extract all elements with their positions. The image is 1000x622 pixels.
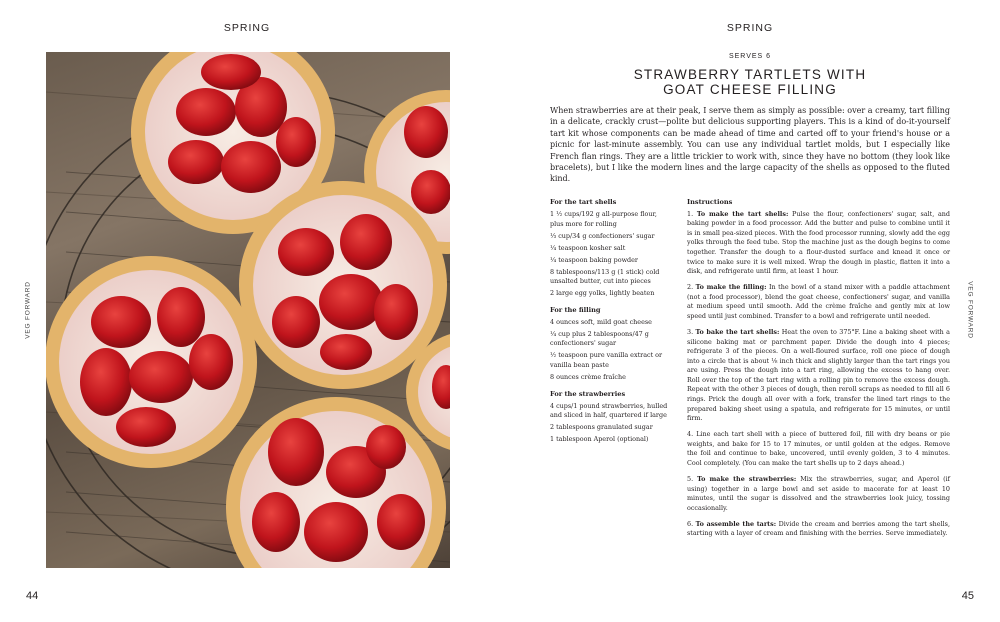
step-text: Pulse the flour, confectioners' sugar, salt, and baking powder in a food processor. Add the butter and pulse to combine until it is in small pea-sized pieces. With the food processor running, slowly add the egg yolks through the feed tube. Stop the machine just as the dough begins to come together. Transfer the dough to a flour-dusted surface and knead it once or twice to make sure it is well mixed. Wrap the dough in plastic, flatten it into a disk, and refrigerate until firm, at least 1 hour. [687, 209, 950, 276]
instruction-step [687, 210, 950, 277]
ingredient-item: 2 large egg yolks, lightly beaten [550, 289, 655, 298]
step-number: 1. [687, 209, 694, 218]
running-head-right: SPRING [726, 22, 774, 34]
strawberry-tartlets-photo [46, 52, 450, 568]
recipe-intro: When strawberries are at their peak, I serve them as simply as possible: over a creamy, tart filling in a delicate, crackly crust—polite but delicious supporting players. This is a kind of do-it-yourself tart kit whose components can be made ahead of time and carted off to your friend's house or a picnic for last-minute assembly. You can use any individual tartlet molds, but I especially like French flan rings. They are a little trickier to work with, since they have no bottom (they look like bracelets), but I like the modern lines and the large capacity of the shells as opposed to the fluted kind. [550, 106, 950, 184]
instruction-step [687, 520, 950, 539]
ingredient-item: ¼ cup plus 2 tablespoons/47 g confectioners' sugar [550, 329, 649, 348]
tart-middle-left [46, 256, 257, 468]
step-number: 3. [687, 327, 694, 336]
ingredient-group-heading: For the strawberries [550, 389, 626, 398]
page-number-right: 45 [961, 590, 974, 602]
serves-label: SERVES 6 [728, 53, 772, 60]
step-number: 5. [687, 475, 694, 483]
recipe-title-line-2: GOAT CHEESE FILLING [663, 82, 837, 97]
step-text: Mix the strawberries, sugar, and Aperol (if using) together in a large bowl and set aside to macerate for at least 10 minutes, until the sugar is dissolved and the strawberries look juicy, tossing occasionally. [687, 475, 951, 512]
step-text: In the bowl of a stand mixer with a paddle attachment (not a food processor), blend the goat cheese, confectioners' sugar, and vanilla at medium speed until smooth. Add the crème fraîche and gently mix at low speed until just combined. Transfer to a bowl and refrigerate until needed. [687, 283, 950, 320]
ingredient-item: 4 ounces soft, mild goat cheese [550, 317, 652, 326]
ingredients-column [550, 198, 668, 452]
instructions-column [687, 198, 950, 545]
ingredient-item: 2 tablespoons granulated sugar [550, 423, 653, 432]
side-label-left: VEG FORWARD [24, 281, 32, 339]
running-head-left: SPRING [223, 22, 271, 34]
ingredient-item: ½ teaspoon pure vanilla extract or vanilla bean paste [550, 351, 663, 370]
tart-bottom-center [226, 397, 446, 568]
step-text: Divide the cream and berries among the tart shells, starting with a layer of cream and finishing with the berries. Serve immediately. [687, 519, 950, 538]
side-label-right: VEG FORWARD [966, 281, 974, 339]
instruction-step [687, 283, 950, 321]
ingredient-item: 8 tablespoons/113 g (1 stick) cold unsalted butter, cut into pieces [550, 267, 660, 286]
instruction-step [687, 475, 950, 513]
instruction-step [687, 328, 950, 424]
step-number: 4. [687, 430, 694, 439]
step-lead: To bake the tart shells: [695, 327, 780, 336]
ingredient-group [550, 198, 668, 299]
step-text: Heat the oven to 375°F. Line a baking sheet with a silicone baking mat or parchment paper. Divide the dough into 4 pieces; refrigerate 3 of the pieces. On a well-floured surface, roll one piece of dough into a circle that is about ⅛ inch thick and slightly larger than the tart rings you are using. Press the dough into a tart ring, allowing the excess to hang over. Roll over the top of the tart ring with a rolling pin to remove the excess dough. Repeat with the other 3 pieces of dough, then reroll scraps as needed to fill all 6 rings. Prick the dough all over with a fork, transfer the lined tart rings to the prepared baking sheet using a spatula, and refrigerate for 15 minutes, or until firm. [687, 327, 950, 423]
ingredient-group-heading: For the tart shells [550, 198, 617, 206]
ingredient-group-heading: For the filling [550, 305, 601, 314]
right-page [500, 0, 1000, 622]
ingredient-item: ¼ teaspoon baking powder [550, 255, 638, 264]
recipe-title-line-1: STRAWBERRY TARTLETS WITH [633, 67, 867, 82]
page-number-left: 44 [26, 590, 39, 602]
step-lead: To make the strawberries: [697, 475, 797, 483]
step-lead: To make the tart shells: [696, 209, 789, 218]
step-text: Line each tart shell with a piece of buttered foil, fill with dry beans or pie weights, and bake for 15 to 17 minutes, or until golden at the edges. Remove the foil and continue to bake, uncovered, until evenly golden, 3 to 4 minutes. Cool completely. (You can make the tart shells up to 2 days ahead.) [687, 430, 950, 468]
photo-illustration [46, 52, 450, 568]
ingredient-item: 1 tablespoon Aperol (optional) [550, 435, 649, 444]
instructions-heading: Instructions [687, 198, 733, 206]
step-number: 2. [687, 283, 694, 292]
ingredient-group [550, 306, 668, 383]
ingredient-item: ⅓ cup/34 g confectioners' sugar [550, 231, 655, 240]
step-lead: To assemble the tarts: [695, 519, 777, 528]
recipe-title [580, 67, 920, 97]
ingredient-item: 4 cups/1 pound strawberries, hulled and sliced in half, quartered if large [550, 401, 668, 420]
step-number: 6. [687, 519, 694, 528]
ingredient-item: 1 ½ cups/192 g all-purpose flour, plus more for rolling [550, 210, 657, 228]
tart-middle-right [239, 181, 447, 389]
ingredient-group [550, 390, 668, 445]
instruction-step [687, 430, 950, 468]
ingredient-item: 8 ounces crème fraîche [550, 373, 626, 382]
step-lead: To make the filling: [695, 283, 767, 292]
ingredient-item: ¼ teaspoon kosher salt [550, 243, 626, 252]
